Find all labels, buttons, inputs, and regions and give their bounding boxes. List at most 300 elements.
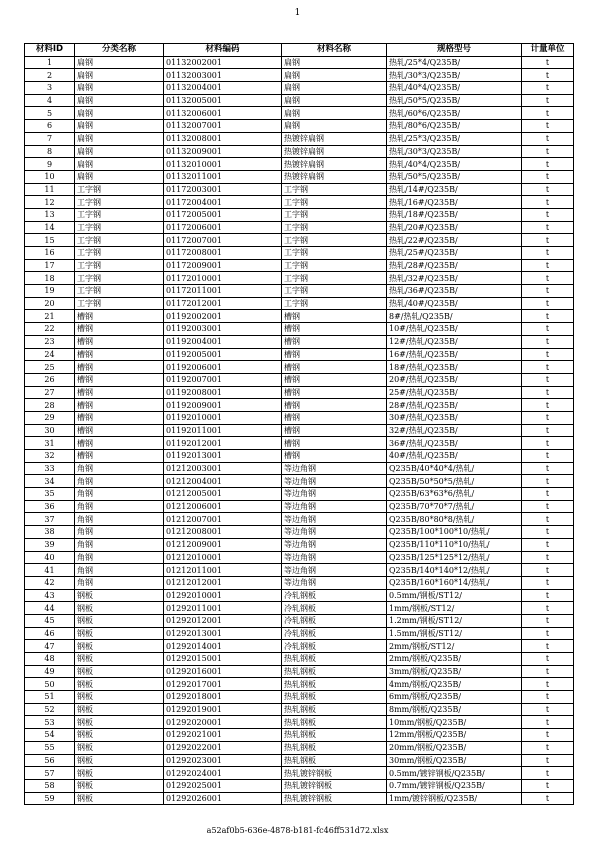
table-row bbox=[25, 767, 574, 780]
cell-material-code: 01212003001 bbox=[164, 462, 282, 475]
cell-unit: t bbox=[522, 653, 574, 666]
cell-category-name: 钢板 bbox=[75, 678, 164, 691]
cell-material-id: 35 bbox=[25, 488, 75, 501]
cell-material-name: 工字钢 bbox=[282, 297, 387, 310]
cell-unit: t bbox=[522, 640, 574, 653]
cell-category-name: 角钢 bbox=[75, 526, 164, 539]
cell-material-name: 热轧钢板 bbox=[282, 754, 387, 767]
cell-material-id: 19 bbox=[25, 285, 75, 298]
cell-material-name: 冷轧钢板 bbox=[282, 602, 387, 615]
cell-material-name: 槽钢 bbox=[282, 399, 387, 412]
cell-material-name: 等边角钢 bbox=[282, 551, 387, 564]
cell-material-name: 槽钢 bbox=[282, 450, 387, 463]
cell-material-id: 8 bbox=[25, 145, 75, 158]
cell-spec-model: 25#/热轧/Q235B/ bbox=[387, 386, 522, 399]
cell-material-id: 4 bbox=[25, 94, 75, 107]
cell-category-name: 角钢 bbox=[75, 538, 164, 551]
cell-spec-model: 0.5mm/镀锌钢板/Q235B/ bbox=[387, 767, 522, 780]
cell-unit: t bbox=[522, 348, 574, 361]
cell-unit: t bbox=[522, 107, 574, 120]
table-row bbox=[25, 208, 574, 221]
table-row bbox=[25, 526, 574, 539]
cell-category-name: 槽钢 bbox=[75, 348, 164, 361]
table-row bbox=[25, 82, 574, 95]
cell-category-name: 槽钢 bbox=[75, 450, 164, 463]
table-row bbox=[25, 678, 574, 691]
table-row bbox=[25, 361, 574, 374]
table-row bbox=[25, 513, 574, 526]
cell-spec-model: 热轧/25#/Q235B/ bbox=[387, 247, 522, 260]
cell-material-name: 槽钢 bbox=[282, 411, 387, 424]
cell-category-name: 钢板 bbox=[75, 741, 164, 754]
cell-material-name: 等边角钢 bbox=[282, 526, 387, 539]
cell-category-name: 工字钢 bbox=[75, 221, 164, 234]
cell-spec-model: 热轧/28#/Q235B/ bbox=[387, 259, 522, 272]
cell-unit: t bbox=[522, 247, 574, 260]
cell-spec-model: 0.5mm/钢板/ST12/ bbox=[387, 589, 522, 602]
cell-spec-model: 0.7mm/镀锌钢板/Q235B/ bbox=[387, 779, 522, 792]
table-row bbox=[25, 538, 574, 551]
cell-spec-model: 热轧/40*4/Q235B/ bbox=[387, 158, 522, 171]
cell-material-id: 58 bbox=[25, 779, 75, 792]
cell-category-name: 角钢 bbox=[75, 551, 164, 564]
cell-material-code: 01292023001 bbox=[164, 754, 282, 767]
cell-material-name: 冷轧钢板 bbox=[282, 627, 387, 640]
table-row bbox=[25, 703, 574, 716]
cell-unit: t bbox=[522, 170, 574, 183]
cell-category-name: 槽钢 bbox=[75, 411, 164, 424]
cell-spec-model: 10mm/钢板/Q235B/ bbox=[387, 716, 522, 729]
table-row bbox=[25, 437, 574, 450]
table-row bbox=[25, 576, 574, 589]
cell-unit: t bbox=[522, 500, 574, 513]
cell-category-name: 钢板 bbox=[75, 691, 164, 704]
cell-material-name: 热轧钢板 bbox=[282, 665, 387, 678]
cell-material-name: 热轧钢板 bbox=[282, 653, 387, 666]
cell-material-code: 01132010001 bbox=[164, 158, 282, 171]
cell-material-name: 槽钢 bbox=[282, 310, 387, 323]
cell-material-name: 冷轧钢板 bbox=[282, 640, 387, 653]
cell-material-id: 57 bbox=[25, 767, 75, 780]
cell-material-name: 热轧镀锌钢板 bbox=[282, 792, 387, 805]
cell-material-code: 01292022001 bbox=[164, 741, 282, 754]
table-row bbox=[25, 450, 574, 463]
cell-spec-model: Q235B/63*63*6/热轧/ bbox=[387, 488, 522, 501]
cell-spec-model: 热轧/60*6/Q235B/ bbox=[387, 107, 522, 120]
table-row bbox=[25, 285, 574, 298]
cell-material-code: 01132003001 bbox=[164, 69, 282, 82]
cell-spec-model: 4mm/钢板/Q235B/ bbox=[387, 678, 522, 691]
table-row bbox=[25, 386, 574, 399]
cell-unit: t bbox=[522, 183, 574, 196]
cell-material-id: 20 bbox=[25, 297, 75, 310]
cell-unit: t bbox=[522, 323, 574, 336]
header-material-id: 材料ID bbox=[25, 44, 75, 57]
cell-material-id: 50 bbox=[25, 678, 75, 691]
cell-material-code: 01292014001 bbox=[164, 640, 282, 653]
cell-material-code: 01292013001 bbox=[164, 627, 282, 640]
cell-material-id: 47 bbox=[25, 640, 75, 653]
cell-material-name: 工字钢 bbox=[282, 272, 387, 285]
cell-material-name: 热轧镀锌钢板 bbox=[282, 779, 387, 792]
cell-unit: t bbox=[522, 437, 574, 450]
cell-material-id: 59 bbox=[25, 792, 75, 805]
cell-material-code: 01172011001 bbox=[164, 285, 282, 298]
cell-material-id: 21 bbox=[25, 310, 75, 323]
cell-unit: t bbox=[522, 564, 574, 577]
cell-material-code: 01132005001 bbox=[164, 94, 282, 107]
cell-unit: t bbox=[522, 285, 574, 298]
table-row bbox=[25, 69, 574, 82]
cell-material-code: 01192008001 bbox=[164, 386, 282, 399]
cell-material-code: 01192011001 bbox=[164, 424, 282, 437]
table-row bbox=[25, 247, 574, 260]
cell-unit: t bbox=[522, 120, 574, 133]
cell-spec-model: Q235B/50*50*5/热轧/ bbox=[387, 475, 522, 488]
cell-material-code: 01292010001 bbox=[164, 589, 282, 602]
cell-material-name: 工字钢 bbox=[282, 285, 387, 298]
cell-spec-model: Q235B/110*110*10/热轧/ bbox=[387, 538, 522, 551]
cell-category-name: 扁钢 bbox=[75, 132, 164, 145]
cell-material-name: 等边角钢 bbox=[282, 475, 387, 488]
cell-category-name: 钢板 bbox=[75, 665, 164, 678]
cell-material-code: 01172012001 bbox=[164, 297, 282, 310]
cell-spec-model: 8#/热轧/Q235B/ bbox=[387, 310, 522, 323]
cell-spec-model: Q235B/40*40*4/热轧/ bbox=[387, 462, 522, 475]
table-row bbox=[25, 653, 574, 666]
header-category-name: 分类名称 bbox=[75, 44, 164, 57]
cell-category-name: 角钢 bbox=[75, 475, 164, 488]
table-row bbox=[25, 564, 574, 577]
cell-unit: t bbox=[522, 614, 574, 627]
table-row bbox=[25, 665, 574, 678]
cell-material-name: 扁钢 bbox=[282, 82, 387, 95]
cell-spec-model: 16#/热轧/Q235B/ bbox=[387, 348, 522, 361]
table-row bbox=[25, 729, 574, 742]
cell-material-code: 01292015001 bbox=[164, 653, 282, 666]
cell-category-name: 钢板 bbox=[75, 792, 164, 805]
cell-category-name: 槽钢 bbox=[75, 424, 164, 437]
cell-spec-model: 热轧/36#/Q235B/ bbox=[387, 285, 522, 298]
cell-unit: t bbox=[522, 767, 574, 780]
cell-unit: t bbox=[522, 297, 574, 310]
cell-category-name: 工字钢 bbox=[75, 272, 164, 285]
cell-material-code: 01212009001 bbox=[164, 538, 282, 551]
cell-spec-model: 热轧/18#/Q235B/ bbox=[387, 208, 522, 221]
cell-material-name: 热镀锌扁钢 bbox=[282, 145, 387, 158]
table-row bbox=[25, 272, 574, 285]
cell-spec-model: 热轧/16#/Q235B/ bbox=[387, 196, 522, 209]
table-row bbox=[25, 373, 574, 386]
cell-unit: t bbox=[522, 526, 574, 539]
cell-material-id: 1 bbox=[25, 56, 75, 69]
cell-material-name: 工字钢 bbox=[282, 247, 387, 260]
cell-material-id: 44 bbox=[25, 602, 75, 615]
cell-category-name: 钢板 bbox=[75, 589, 164, 602]
cell-spec-model: 1.5mm/钢板/ST12/ bbox=[387, 627, 522, 640]
cell-material-name: 热轧钢板 bbox=[282, 703, 387, 716]
cell-category-name: 角钢 bbox=[75, 500, 164, 513]
cell-unit: t bbox=[522, 741, 574, 754]
cell-spec-model: 40#/热轧/Q235B/ bbox=[387, 450, 522, 463]
cell-material-id: 2 bbox=[25, 69, 75, 82]
cell-material-id: 28 bbox=[25, 399, 75, 412]
cell-material-code: 01192007001 bbox=[164, 373, 282, 386]
cell-material-name: 等边角钢 bbox=[282, 462, 387, 475]
table-row bbox=[25, 259, 574, 272]
table-row bbox=[25, 132, 574, 145]
cell-unit: t bbox=[522, 399, 574, 412]
cell-material-code: 01212008001 bbox=[164, 526, 282, 539]
cell-material-name: 热轧钢板 bbox=[282, 741, 387, 754]
cell-material-name: 工字钢 bbox=[282, 259, 387, 272]
header-unit: 计量单位 bbox=[522, 44, 574, 57]
cell-material-code: 01192006001 bbox=[164, 361, 282, 374]
table-row bbox=[25, 94, 574, 107]
cell-material-id: 17 bbox=[25, 259, 75, 272]
cell-category-name: 工字钢 bbox=[75, 208, 164, 221]
table-row bbox=[25, 488, 574, 501]
header-material-code: 材料编码 bbox=[164, 44, 282, 57]
cell-category-name: 角钢 bbox=[75, 564, 164, 577]
cell-material-code: 01132011001 bbox=[164, 170, 282, 183]
cell-category-name: 钢板 bbox=[75, 767, 164, 780]
cell-material-code: 01212006001 bbox=[164, 500, 282, 513]
cell-material-code: 01192004001 bbox=[164, 335, 282, 348]
table-row bbox=[25, 310, 574, 323]
cell-material-name: 扁钢 bbox=[282, 56, 387, 69]
cell-unit: t bbox=[522, 69, 574, 82]
cell-material-name: 冷轧钢板 bbox=[282, 589, 387, 602]
cell-category-name: 槽钢 bbox=[75, 323, 164, 336]
cell-unit: t bbox=[522, 272, 574, 285]
cell-unit: t bbox=[522, 754, 574, 767]
cell-material-code: 01132002001 bbox=[164, 56, 282, 69]
cell-material-code: 01292020001 bbox=[164, 716, 282, 729]
cell-material-id: 5 bbox=[25, 107, 75, 120]
cell-spec-model: 20#/热轧/Q235B/ bbox=[387, 373, 522, 386]
cell-material-id: 56 bbox=[25, 754, 75, 767]
cell-material-code: 01132006001 bbox=[164, 107, 282, 120]
cell-material-id: 42 bbox=[25, 576, 75, 589]
cell-category-name: 槽钢 bbox=[75, 373, 164, 386]
cell-material-code: 01192012001 bbox=[164, 437, 282, 450]
cell-unit: t bbox=[522, 538, 574, 551]
cell-material-id: 3 bbox=[25, 82, 75, 95]
cell-material-code: 01132009001 bbox=[164, 145, 282, 158]
cell-unit: t bbox=[522, 475, 574, 488]
cell-unit: t bbox=[522, 703, 574, 716]
cell-spec-model: 热轧/50*5/Q235B/ bbox=[387, 94, 522, 107]
cell-unit: t bbox=[522, 602, 574, 615]
cell-material-code: 01192003001 bbox=[164, 323, 282, 336]
cell-unit: t bbox=[522, 513, 574, 526]
materials-table bbox=[24, 43, 574, 805]
cell-spec-model: 热轧/80*6/Q235B/ bbox=[387, 120, 522, 133]
cell-unit: t bbox=[522, 779, 574, 792]
cell-material-code: 01292016001 bbox=[164, 665, 282, 678]
cell-material-code: 01172010001 bbox=[164, 272, 282, 285]
cell-category-name: 钢板 bbox=[75, 754, 164, 767]
cell-unit: t bbox=[522, 361, 574, 374]
cell-category-name: 角钢 bbox=[75, 576, 164, 589]
cell-material-id: 46 bbox=[25, 627, 75, 640]
cell-material-name: 扁钢 bbox=[282, 107, 387, 120]
cell-spec-model: Q235B/160*160*14/热轧/ bbox=[387, 576, 522, 589]
cell-spec-model: 1mm/钢板/ST12/ bbox=[387, 602, 522, 615]
cell-material-id: 53 bbox=[25, 716, 75, 729]
cell-unit: t bbox=[522, 196, 574, 209]
cell-material-name: 工字钢 bbox=[282, 196, 387, 209]
cell-category-name: 钢板 bbox=[75, 703, 164, 716]
cell-unit: t bbox=[522, 259, 574, 272]
cell-spec-model: 36#/热轧/Q235B/ bbox=[387, 437, 522, 450]
cell-unit: t bbox=[522, 462, 574, 475]
cell-material-id: 7 bbox=[25, 132, 75, 145]
cell-category-name: 工字钢 bbox=[75, 297, 164, 310]
cell-material-id: 49 bbox=[25, 665, 75, 678]
cell-material-id: 54 bbox=[25, 729, 75, 742]
cell-category-name: 工字钢 bbox=[75, 247, 164, 260]
cell-material-name: 冷轧钢板 bbox=[282, 614, 387, 627]
cell-spec-model: 18#/热轧/Q235B/ bbox=[387, 361, 522, 374]
cell-material-id: 6 bbox=[25, 120, 75, 133]
cell-material-name: 等边角钢 bbox=[282, 513, 387, 526]
cell-category-name: 扁钢 bbox=[75, 120, 164, 133]
cell-material-name: 工字钢 bbox=[282, 183, 387, 196]
cell-material-id: 15 bbox=[25, 234, 75, 247]
cell-material-name: 扁钢 bbox=[282, 94, 387, 107]
cell-material-id: 26 bbox=[25, 373, 75, 386]
cell-material-id: 31 bbox=[25, 437, 75, 450]
cell-unit: t bbox=[522, 678, 574, 691]
cell-material-id: 14 bbox=[25, 221, 75, 234]
cell-unit: t bbox=[522, 627, 574, 640]
cell-material-code: 01192010001 bbox=[164, 411, 282, 424]
cell-material-name: 等边角钢 bbox=[282, 538, 387, 551]
cell-material-id: 10 bbox=[25, 170, 75, 183]
cell-category-name: 钢板 bbox=[75, 716, 164, 729]
cell-material-code: 01292024001 bbox=[164, 767, 282, 780]
cell-material-id: 33 bbox=[25, 462, 75, 475]
table-row bbox=[25, 500, 574, 513]
cell-material-code: 01132008001 bbox=[164, 132, 282, 145]
cell-unit: t bbox=[522, 208, 574, 221]
cell-category-name: 工字钢 bbox=[75, 285, 164, 298]
cell-spec-model: 20mm/钢板/Q235B/ bbox=[387, 741, 522, 754]
table-row bbox=[25, 221, 574, 234]
cell-category-name: 钢板 bbox=[75, 779, 164, 792]
cell-spec-model: 8mm/钢板/Q235B/ bbox=[387, 703, 522, 716]
cell-spec-model: 30#/热轧/Q235B/ bbox=[387, 411, 522, 424]
cell-category-name: 扁钢 bbox=[75, 56, 164, 69]
cell-material-name: 槽钢 bbox=[282, 361, 387, 374]
cell-material-name: 工字钢 bbox=[282, 221, 387, 234]
cell-unit: t bbox=[522, 145, 574, 158]
cell-material-name: 等边角钢 bbox=[282, 564, 387, 577]
header-material-name: 材料名称 bbox=[282, 44, 387, 57]
table-row bbox=[25, 691, 574, 704]
table-row bbox=[25, 348, 574, 361]
cell-material-name: 槽钢 bbox=[282, 424, 387, 437]
cell-material-name: 热镀锌扁钢 bbox=[282, 132, 387, 145]
cell-spec-model: Q235B/70*70*7/热轧/ bbox=[387, 500, 522, 513]
cell-material-code: 01132004001 bbox=[164, 82, 282, 95]
table-row bbox=[25, 716, 574, 729]
cell-material-id: 13 bbox=[25, 208, 75, 221]
cell-unit: t bbox=[522, 56, 574, 69]
cell-material-name: 热镀锌扁钢 bbox=[282, 170, 387, 183]
cell-material-code: 01292017001 bbox=[164, 678, 282, 691]
cell-material-code: 01172007001 bbox=[164, 234, 282, 247]
table-row bbox=[25, 640, 574, 653]
table-row bbox=[25, 602, 574, 615]
cell-unit: t bbox=[522, 132, 574, 145]
cell-material-name: 槽钢 bbox=[282, 323, 387, 336]
cell-material-id: 23 bbox=[25, 335, 75, 348]
cell-material-id: 55 bbox=[25, 741, 75, 754]
cell-material-code: 01172003001 bbox=[164, 183, 282, 196]
cell-material-id: 18 bbox=[25, 272, 75, 285]
cell-material-id: 11 bbox=[25, 183, 75, 196]
cell-material-id: 29 bbox=[25, 411, 75, 424]
cell-category-name: 角钢 bbox=[75, 488, 164, 501]
cell-unit: t bbox=[522, 716, 574, 729]
table-row bbox=[25, 297, 574, 310]
cell-spec-model: 热轧/32#/Q235B/ bbox=[387, 272, 522, 285]
cell-unit: t bbox=[522, 335, 574, 348]
cell-material-code: 01212005001 bbox=[164, 488, 282, 501]
cell-material-code: 01192009001 bbox=[164, 399, 282, 412]
cell-material-id: 45 bbox=[25, 614, 75, 627]
cell-spec-model: 热轧/22#/Q235B/ bbox=[387, 234, 522, 247]
cell-spec-model: 热轧/40#/Q235B/ bbox=[387, 297, 522, 310]
cell-spec-model: Q235B/80*80*8/热轧/ bbox=[387, 513, 522, 526]
cell-spec-model: 1mm/镀锌钢板/Q235B/ bbox=[387, 792, 522, 805]
cell-spec-model: 32#/热轧/Q235B/ bbox=[387, 424, 522, 437]
cell-material-code: 01292025001 bbox=[164, 779, 282, 792]
cell-spec-model: 热轧/14#/Q235B/ bbox=[387, 183, 522, 196]
table-row bbox=[25, 627, 574, 640]
cell-spec-model: 30mm/钢板/Q235B/ bbox=[387, 754, 522, 767]
cell-material-id: 27 bbox=[25, 386, 75, 399]
cell-category-name: 钢板 bbox=[75, 627, 164, 640]
cell-material-id: 9 bbox=[25, 158, 75, 171]
cell-category-name: 钢板 bbox=[75, 602, 164, 615]
table-row bbox=[25, 551, 574, 564]
cell-material-code: 01172005001 bbox=[164, 208, 282, 221]
cell-spec-model: Q235B/125*125*12/热轧/ bbox=[387, 551, 522, 564]
table-row bbox=[25, 323, 574, 336]
cell-spec-model: 10#/热轧/Q235B/ bbox=[387, 323, 522, 336]
cell-material-name: 槽钢 bbox=[282, 437, 387, 450]
cell-unit: t bbox=[522, 450, 574, 463]
table-row bbox=[25, 424, 574, 437]
cell-material-code: 01132007001 bbox=[164, 120, 282, 133]
cell-category-name: 槽钢 bbox=[75, 399, 164, 412]
cell-spec-model: 12#/热轧/Q235B/ bbox=[387, 335, 522, 348]
cell-category-name: 钢板 bbox=[75, 653, 164, 666]
table-row bbox=[25, 475, 574, 488]
cell-material-id: 39 bbox=[25, 538, 75, 551]
cell-category-name: 角钢 bbox=[75, 462, 164, 475]
cell-category-name: 扁钢 bbox=[75, 158, 164, 171]
cell-spec-model: 3mm/钢板/Q235B/ bbox=[387, 665, 522, 678]
table-row bbox=[25, 792, 574, 805]
cell-spec-model: 热轧/20#/Q235B/ bbox=[387, 221, 522, 234]
cell-material-id: 32 bbox=[25, 450, 75, 463]
cell-category-name: 工字钢 bbox=[75, 196, 164, 209]
